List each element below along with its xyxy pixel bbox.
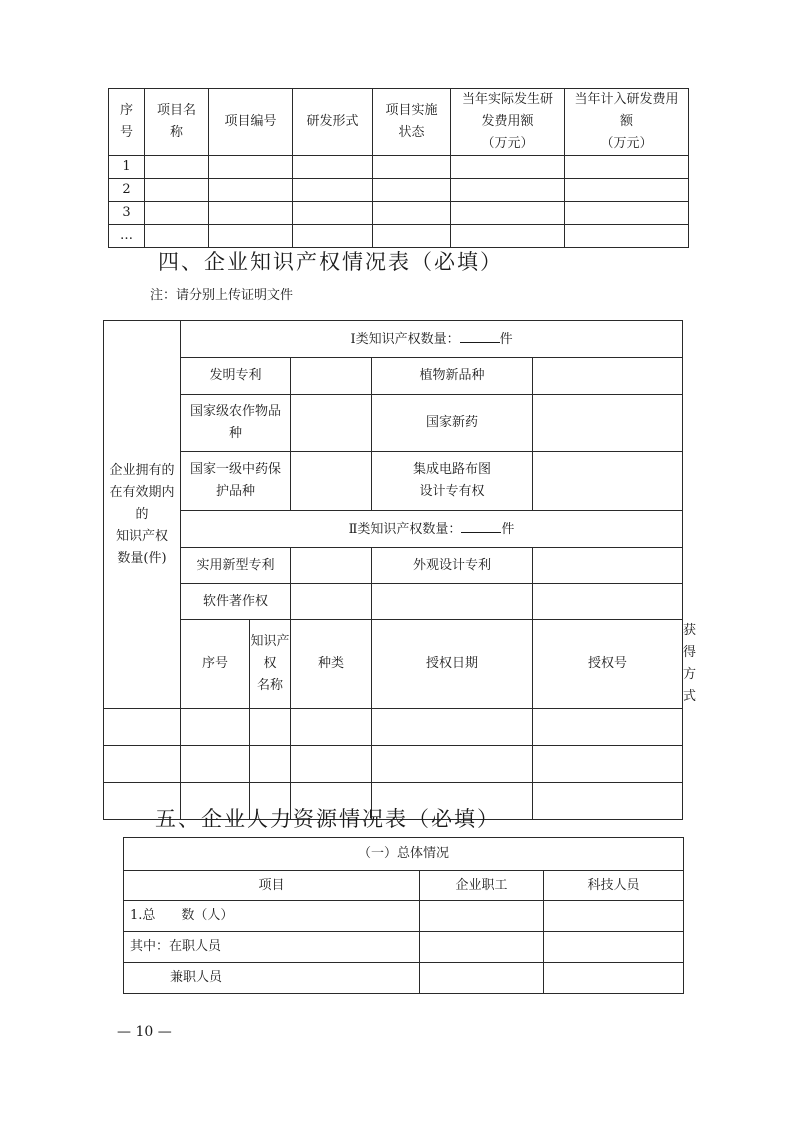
table-row bbox=[109, 225, 689, 248]
ip-class1-count: Ⅰ类知识产权数量： 件 bbox=[181, 321, 683, 358]
table-row bbox=[104, 709, 683, 746]
ip-value-cell[interactable] bbox=[291, 584, 372, 620]
hr-value-cell[interactable] bbox=[420, 901, 544, 932]
table-row bbox=[109, 179, 689, 202]
rd-row-number: … bbox=[109, 225, 145, 248]
section4-note: 注：请分别上传证明文件 bbox=[150, 288, 294, 303]
table-row bbox=[104, 584, 683, 620]
rd-row-number: 2 bbox=[109, 179, 145, 202]
class1-count-blank[interactable] bbox=[460, 328, 500, 343]
ip-value-cell[interactable] bbox=[533, 584, 683, 620]
hr-header-item: 项目 bbox=[124, 871, 420, 901]
ip-list-header-type: 种类 bbox=[291, 620, 372, 709]
rd-header-status: 项目实施 状态 bbox=[373, 89, 451, 156]
table-row bbox=[104, 452, 683, 511]
ip-value-cell[interactable] bbox=[533, 358, 683, 395]
ip-item-label: 国家新药 bbox=[372, 395, 533, 452]
ip-list-header-row: 序号 知识产权 名称 种类 授权日期 授权号 获得方式 bbox=[104, 620, 683, 709]
rd-header-form: 研发形式 bbox=[293, 89, 373, 156]
ip-value-cell[interactable] bbox=[533, 452, 683, 511]
table-row bbox=[109, 202, 689, 225]
ip-value-cell[interactable] bbox=[533, 548, 683, 584]
ip-value-cell[interactable] bbox=[291, 358, 372, 395]
rd-row-number: 3 bbox=[109, 202, 145, 225]
hr-row-label: 兼职人员 bbox=[124, 963, 420, 994]
class2-count-blank[interactable] bbox=[461, 518, 501, 533]
table-row bbox=[124, 901, 684, 932]
ip-class2-count: Ⅱ类知识产权数量： 件 bbox=[181, 511, 683, 548]
table-row bbox=[104, 358, 683, 395]
section4-title: 四、企业知识产权情况表（必填） bbox=[158, 250, 503, 274]
ip-empty-label bbox=[372, 584, 533, 620]
hr-value-cell[interactable] bbox=[544, 901, 684, 932]
hr-value-cell[interactable] bbox=[544, 963, 684, 994]
ip-item-label: 发明专利 bbox=[181, 358, 291, 395]
ip-list-header-number: 授权号 bbox=[533, 620, 683, 709]
hr-row-label: 其中：在职人员 bbox=[124, 932, 420, 963]
hr-value-cell[interactable] bbox=[420, 963, 544, 994]
hr-table bbox=[123, 837, 684, 994]
ip-item-label: 外观设计专利 bbox=[372, 548, 533, 584]
ip-table bbox=[103, 320, 697, 820]
rd-header-row bbox=[109, 89, 689, 156]
table-row bbox=[104, 548, 683, 584]
ip-value-cell[interactable] bbox=[291, 452, 372, 511]
ip-item-label: 集成电路布图 设计专有权 bbox=[372, 452, 533, 511]
section5-title: 五、企业人力资源情况表（必填） bbox=[155, 807, 500, 831]
rd-project-table bbox=[108, 88, 689, 248]
ip-value-cell[interactable] bbox=[533, 395, 683, 452]
ip-value-cell[interactable] bbox=[291, 395, 372, 452]
table-row bbox=[124, 963, 684, 994]
rd-header-actual-cost: 当年实际发生研 发费用额 （万元） bbox=[451, 89, 565, 156]
hr-header-row bbox=[124, 871, 684, 901]
hr-subtitle: （一）总体情况 bbox=[124, 838, 684, 871]
hr-value-cell[interactable] bbox=[544, 932, 684, 963]
hr-header-tech: 科技人员 bbox=[544, 871, 684, 901]
ip-list-header-date: 授权日期 bbox=[372, 620, 533, 709]
ip-list-header-name: 知识产权 名称 bbox=[250, 620, 291, 709]
table-row bbox=[109, 156, 689, 179]
ip-item-label: 实用新型专利 bbox=[181, 548, 291, 584]
ip-item-label: 植物新品种 bbox=[372, 358, 533, 395]
table-row bbox=[104, 746, 683, 783]
rd-header-counted-cost: 当年计入研发费用 额 （万元） bbox=[565, 89, 689, 156]
rd-header-code: 项目编号 bbox=[209, 89, 293, 156]
table-row bbox=[124, 932, 684, 963]
rd-header-seq: 序 号 bbox=[109, 89, 145, 156]
page-number: — 10 — bbox=[117, 1024, 172, 1040]
ip-item-label: 软件著作权 bbox=[181, 584, 291, 620]
hr-value-cell[interactable] bbox=[420, 932, 544, 963]
rd-header-name: 项目名 称 bbox=[145, 89, 209, 156]
ip-value-cell[interactable] bbox=[291, 548, 372, 584]
hr-row-label: 1.总 数（人） bbox=[124, 901, 420, 932]
ip-item-label: 国家级农作物品 种 bbox=[181, 395, 291, 452]
rd-row-number: 1 bbox=[109, 156, 145, 179]
table-row bbox=[104, 395, 683, 452]
hr-header-staff: 企业职工 bbox=[420, 871, 544, 901]
ip-item-label: 国家一级中药保 护品种 bbox=[181, 452, 291, 511]
ip-list-header-seq: 序号 bbox=[181, 620, 250, 709]
ip-side-label: 企业拥有的 在有效期内 的 知识产权 数量(件) bbox=[104, 321, 181, 709]
